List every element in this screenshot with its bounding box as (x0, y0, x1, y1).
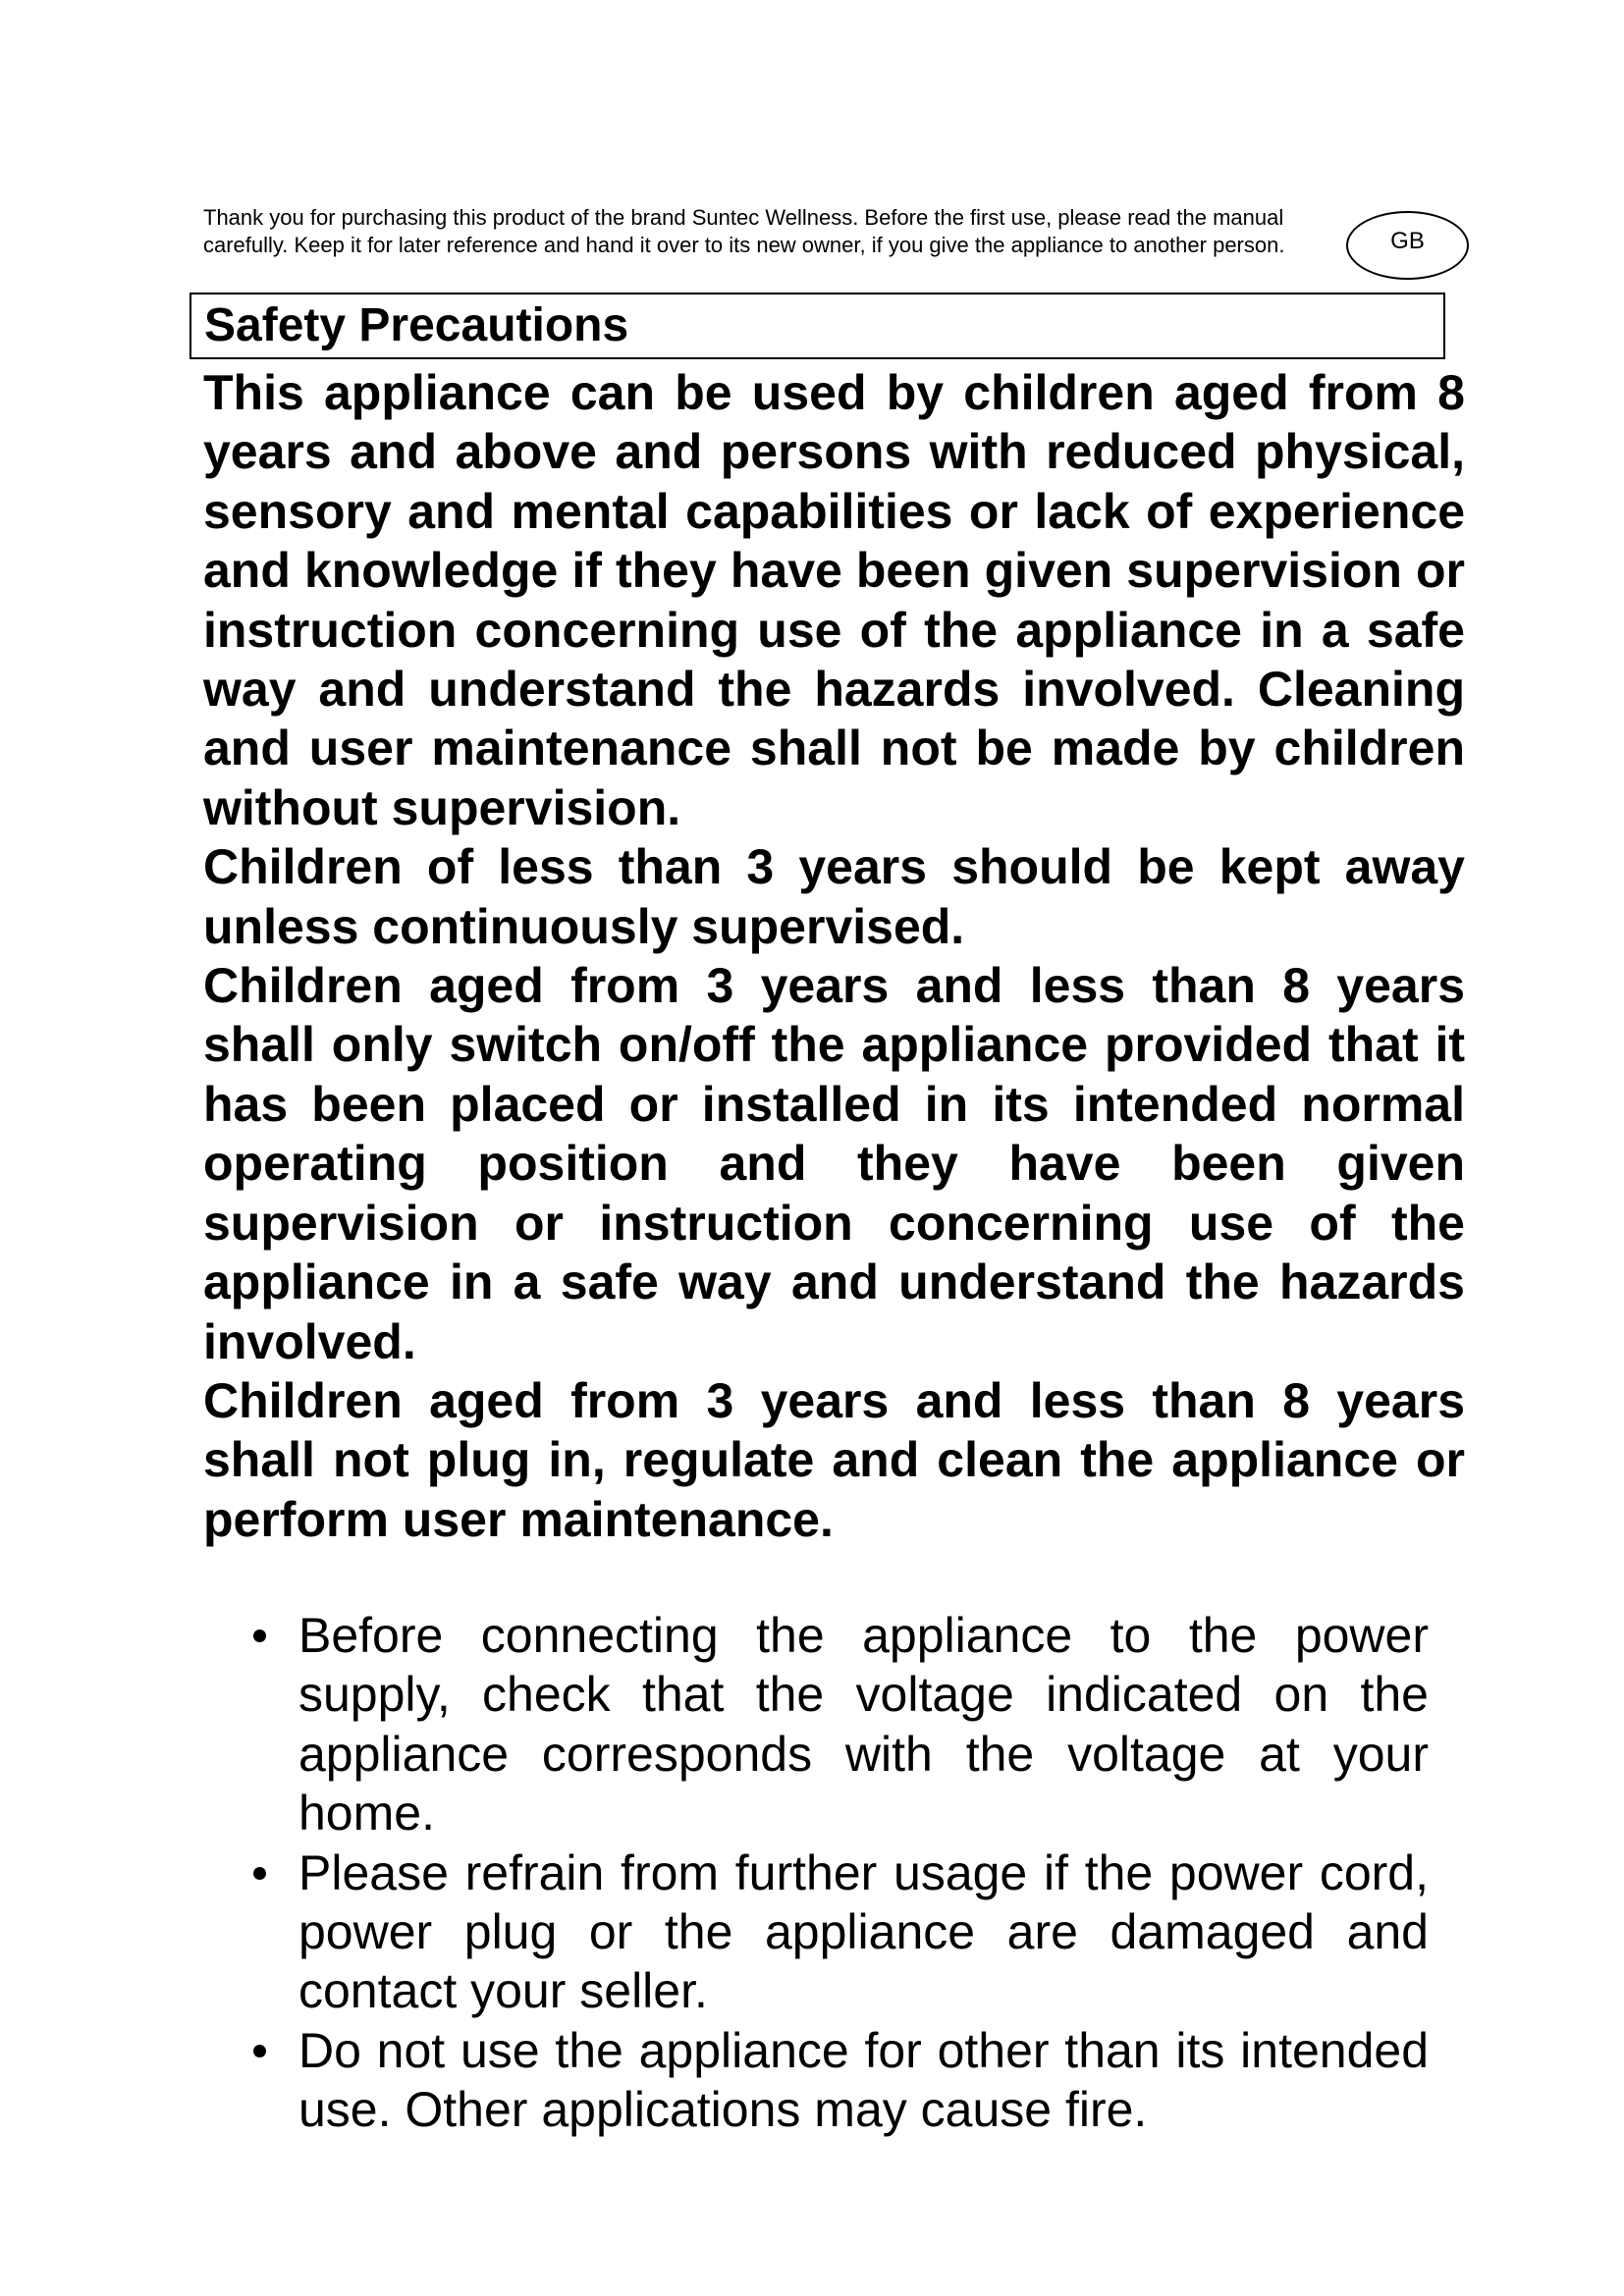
list-item (245, 2021, 1429, 2140)
list-item-text: Before connecting the appliance to the power supply, check that the voltage indicated on the appliance corresponds with the voltage at your home. (298, 1608, 1429, 1842)
list-item-text: Please refrain from further usage if the power cord, power plug or the appliance are damaged and contact your seller. (298, 1844, 1429, 2019)
warning-paragraph: Children aged from 3 years and less than 8 years shall only switch on/off the appliance provided that it has been placed or installed in its intended normal operating position and they have been given supervision or instruction concerning use of the appliance in a safe way and understand the hazards involved. (203, 958, 1465, 1369)
language-badge-label: GB (1390, 228, 1425, 254)
intro-text: Thank you for purchasing this product of the brand Suntec Wellness. Before the first use, please read the manual carefully. Keep it for later reference and hand it over to its new owner, if you give the appliance to another person. (203, 205, 1285, 257)
bullet-icon (253, 1867, 266, 1880)
section-title: Safety Precautions (204, 299, 629, 351)
warning-paragraph: Children aged from 3 years and less than 8 years shall not plug in, regulate and clean the appliance or perform user maintenance. (203, 1372, 1465, 1547)
language-badge (1346, 211, 1469, 280)
bullet-icon (253, 2045, 266, 2057)
list-item (245, 1606, 1429, 1843)
warning-paragraph: This appliance can be used by children aged from 8 years and above and persons with reduced physical, sensory and mental capabilities or lack of experience and knowledge if they have been given supervision or instruction concerning use of the appliance in a safe way and understand the hazards involved. Cleaning and user maintenance shall not be made by children without supervision. (203, 365, 1465, 835)
section-header (189, 293, 1445, 359)
precaution-list (245, 1606, 1429, 2140)
warning-paragraph: Children of less than 3 years should be kept away unless continuously supervised. (203, 839, 1465, 954)
list-item (245, 1843, 1429, 2021)
list-item-text: Do not use the appliance for other than its intended use. Other applications may cause fire. (298, 2022, 1429, 2138)
warning-block (203, 363, 1465, 1549)
bullet-icon (253, 1629, 266, 1642)
